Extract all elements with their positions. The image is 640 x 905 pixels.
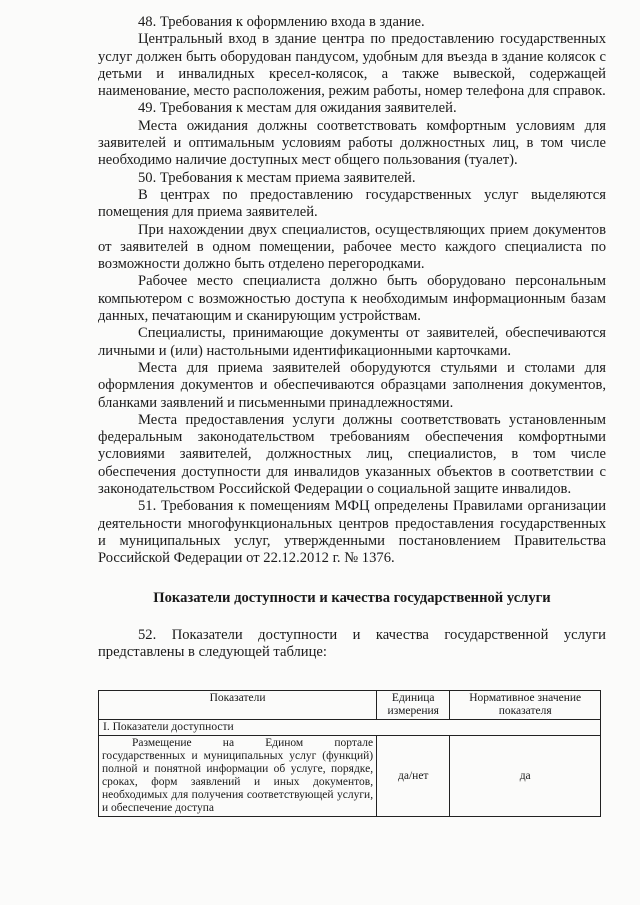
paragraph-50-title: 50. Требования к местам приема заявителей. — [138, 169, 416, 186]
paragraph-51: 51. Требования к помещениям МФЦ определены Правилами организации деятельности многофункциональных центров предоставления государственных и муниципальных услуг, утвержденными постановлением Правительства Российской Федерации от 22.12.2012 г. № 1376. — [98, 498, 606, 567]
paragraph-48-body: Центральный вход в здание центра по предоставлению государственных услуг должен быть оборудован пандусом, удобным для въезда в здание колясок с детьми и инвалидных кресел-колясок, а также вывеской, содержащей наименование, место расположения, режим работы, номер телефона для справок. — [98, 31, 606, 100]
paragraph-49-body: Места ожидания должны соответствовать комфортным условиям для заявителей и оптимальным условиям работы должностных лиц, в том числе необходимо наличие доступных мест общего пользования (туалет). — [98, 117, 606, 169]
row-unit: да/нет — [377, 736, 450, 817]
paragraph-50-body-3: Рабочее место специалиста должно быть оборудовано персональным компьютером с возможностью доступа к необходимым информационным базам данных, печатающим и сканирующим устройствам. — [98, 273, 606, 325]
table-header-row — [99, 691, 601, 720]
header-norm: Нормативное значение показателя — [450, 691, 601, 720]
paragraph-50-body-4: Специалисты, принимающие документы от заявителей, обеспечиваются личными и (или) настольными идентификационными карточками. — [98, 325, 606, 359]
paragraph-50-body-2: При нахождении двух специалистов, осуществляющих прием документов от заявителей в одном помещении, рабочее место каждого специалиста по возможности должно быть отделено перегородками. — [98, 221, 606, 273]
paragraph-49-title: 49. Требования к местам для ожидания заявителей. — [138, 100, 457, 117]
document-body — [98, 14, 606, 661]
paragraph-48-title: 48. Требования к оформлению входа в здание. — [138, 14, 425, 30]
paragraph-52: 52. Показатели доступности и качества государственной услуги представлены в следующей таблице: — [98, 626, 606, 661]
indicators-table — [98, 690, 601, 817]
section-heading: Показатели доступности и качества государственной услуги — [153, 589, 551, 606]
header-unit: Единица измерения — [377, 691, 450, 720]
paragraph-50-body-5: Места для приема заявителей оборудуются стульями и столами для оформления документов и обеспечиваются образцами заполнения документов, бланками заявлений и письменными принадлежностями. — [98, 359, 606, 411]
header-indicators: Показатели — [99, 691, 377, 720]
table-row — [99, 736, 601, 817]
paragraph-50-body-1: В центрах по предоставлению государственных услуг выделяются помещения для приема заявителей. — [98, 186, 606, 221]
paragraph-50-body-6: Места предоставления услуги должны соответствовать установленным федеральным законодательством требованиям обеспечения комфортными условиями заявителей, должностных лиц, специалистов, в том числе обеспечения доступности для инвалидов указанных объектов в соответствии с законодательством Российской Федерации о социальной защите инвалидов. — [98, 411, 606, 498]
section-accessibility: I. Показатели доступности — [99, 720, 601, 736]
row-description: Размещение на Едином портале государственных и муниципальных услуг (функций) полной и понятной информации об услуге, порядке, сроках, форм заявлений и иных документов, необходимых для получения соответствующей услуги, и обеспечение доступа — [99, 736, 377, 817]
row-value: да — [450, 736, 601, 817]
table-section-row — [99, 720, 601, 736]
